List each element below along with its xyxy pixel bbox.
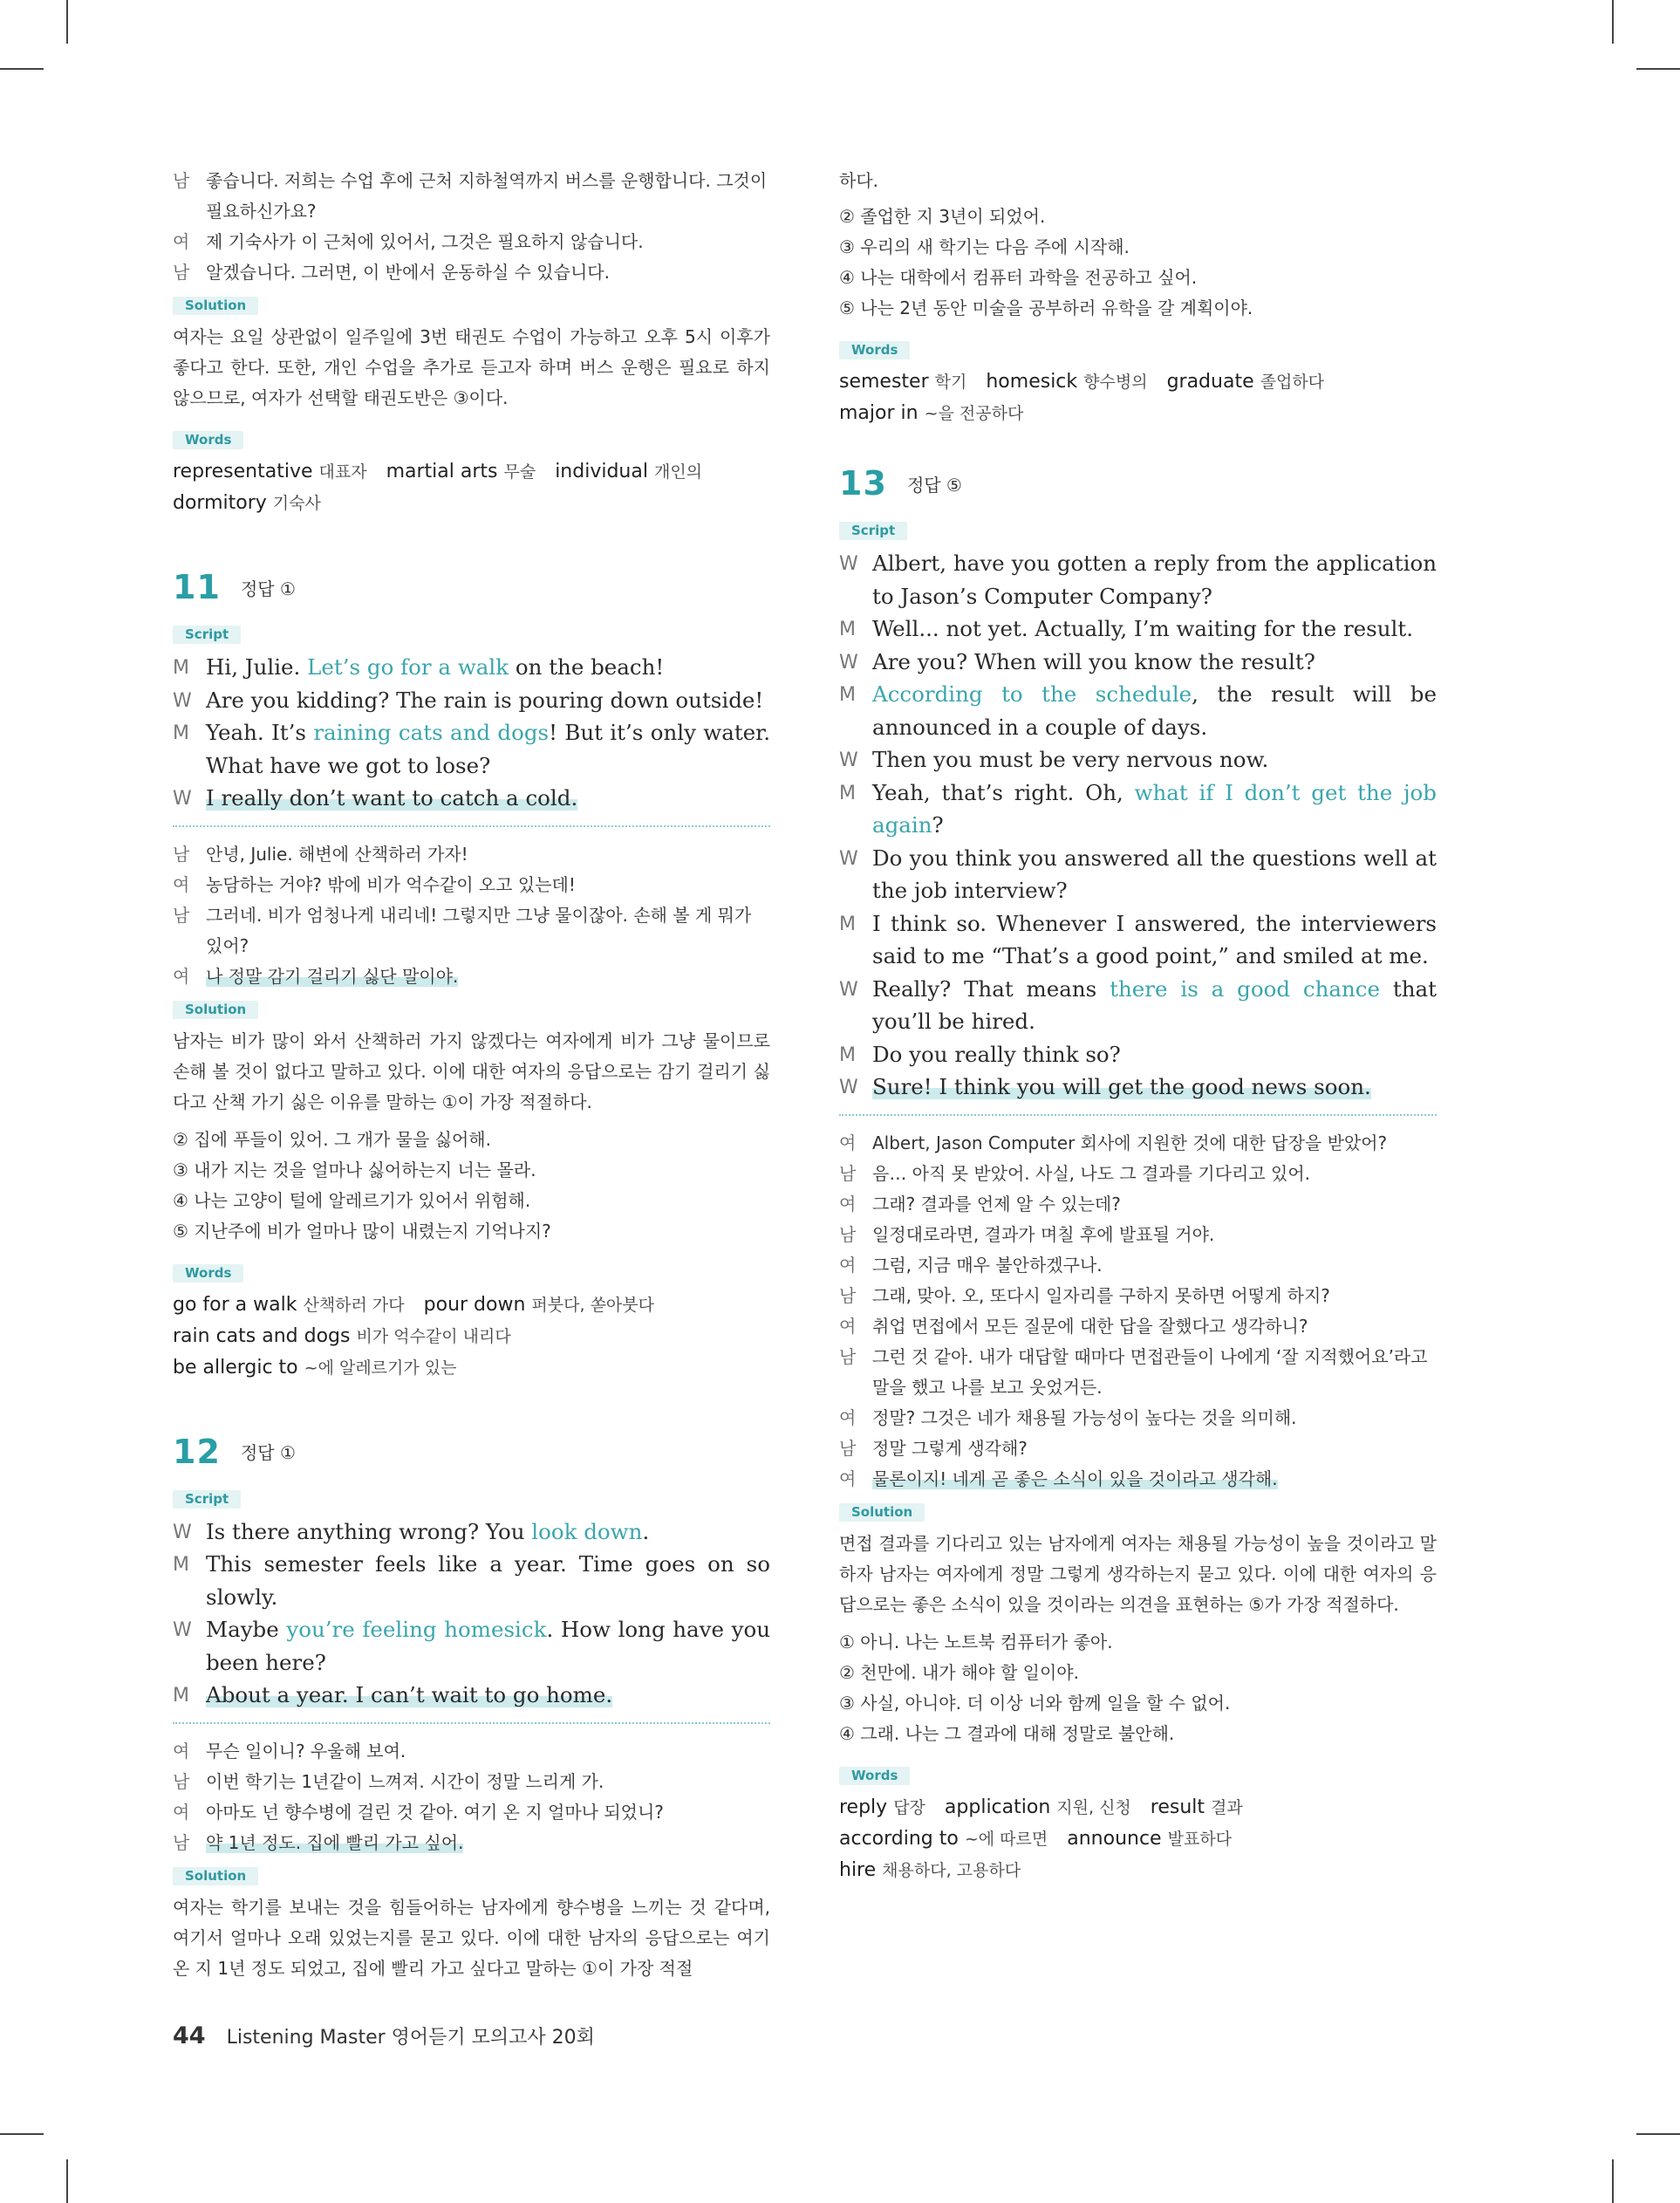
korean-line (173, 961, 770, 992)
speaker-label: 남 (173, 262, 190, 283)
script-label: Script (173, 1490, 241, 1509)
script-label: Script (173, 626, 241, 644)
speaker-label: M (173, 1685, 189, 1707)
solution-continued: 하다. (839, 170, 878, 191)
words-list (839, 1792, 1437, 1886)
korean-line (839, 1281, 1437, 1311)
book-title: Listening Master 영어듣기 모의고사 20회 (226, 2027, 595, 2049)
korean-line (839, 1128, 1437, 1159)
script-line (839, 646, 1437, 679)
korean-line (839, 1403, 1437, 1433)
option: ② 졸업한 지 3년이 되었어. (839, 206, 1046, 227)
line-text: 그러네. 비가 엄청나게 내리네! 그렇지만 그냥 물이잖아. 손해 볼 게 뭐가 있어? (206, 904, 752, 956)
script-korean (173, 839, 770, 992)
word-en: rain cats and dogs (173, 1324, 351, 1347)
line-text: 농담하는 거야? 밖에 비가 억수같이 오고 있는데! (206, 873, 576, 895)
question-header-12 (173, 1433, 770, 1476)
word-en: homesick (986, 371, 1078, 393)
words-label: Words (839, 1767, 910, 1785)
line-text: 아마도 넌 향수병에 걸린 것 같아. 여기 온 지 얼마나 되었니? (206, 1801, 664, 1823)
speaker-label: M (839, 1043, 856, 1066)
speaker-label: M (839, 913, 856, 935)
words-label: Words (173, 1264, 243, 1283)
option: ③ 사실, 아니야. 더 이상 너와 함께 일을 할 수 없어. (839, 1692, 1231, 1714)
script-english (173, 651, 770, 815)
speaker-label: 남 (173, 904, 190, 926)
script-line (839, 1071, 1437, 1104)
answer-highlight: Sure! I think you will get the good news soon. (872, 1074, 1371, 1099)
script-korean (173, 1736, 770, 1858)
word-en: dormitory (173, 492, 267, 514)
words-label: Words (839, 341, 910, 359)
answer-label: 정답 ⑤ (906, 474, 962, 496)
speaker-label: W (839, 978, 858, 1001)
korean-line (173, 1797, 770, 1828)
word-en: pour down (423, 1293, 526, 1316)
speaker-label: W (839, 1077, 858, 1098)
word-ko: 졸업하다 (1260, 373, 1325, 392)
question-header-11 (173, 568, 770, 612)
line-text: 취업 면접에서 모든 질문에 대한 답을 잘했다고 생각하니? (872, 1315, 1308, 1337)
answer-label: 정답 ① (240, 578, 296, 599)
solution-label: Solution (173, 1001, 258, 1019)
option: ② 천만에. 내가 해야 할 일이야. (839, 1661, 1079, 1683)
word-ko: 학기 (934, 373, 967, 392)
speaker-label: W (173, 1619, 192, 1641)
script-line (839, 907, 1437, 973)
word-en: martial arts (386, 461, 498, 482)
korean-line (173, 1736, 770, 1767)
speaker-label: M (839, 782, 856, 804)
line-text: 정말? 그것은 네가 채용될 가능성이 높다는 것을 의미해. (872, 1406, 1297, 1428)
script-line (173, 1679, 770, 1712)
speaker-label: W (839, 553, 858, 575)
dotted-divider (839, 1114, 1437, 1116)
word-ko: ~에 알레르기가 있는 (304, 1358, 457, 1378)
speaker-label: 여 (173, 873, 190, 895)
option: ① 아니. 나는 노트북 컴퓨터가 좋아. (839, 1631, 1113, 1652)
words-list (173, 456, 770, 519)
word-ko: 퍼붓다, 쏟아붓다 (531, 1295, 654, 1315)
speaker-label: 여 (839, 1193, 857, 1214)
korean-line (173, 227, 770, 257)
words-list (839, 366, 1437, 429)
line-text: 일정대로라면, 결과가 며칠 후에 발표될 거야. (872, 1223, 1215, 1245)
word-ko: 채용하다, 고용하다 (882, 1860, 1021, 1880)
script-line (173, 651, 770, 684)
korean-line (839, 1433, 1437, 1464)
korean-line (839, 1250, 1437, 1281)
word-ko: 기숙사 (272, 494, 321, 513)
script-line (173, 1613, 770, 1679)
line-text: 제 기숙사가 이 근처에 있어서, 그것은 필요하지 않습니다. (206, 231, 644, 252)
korean-line (173, 870, 770, 900)
plain-text: Albert, have you gotten a reply from the application to Jason’s Computer Company? (872, 551, 1437, 609)
word-en: individual (555, 461, 648, 482)
speaker-label: M (839, 619, 856, 640)
korean-line (173, 1767, 770, 1797)
option: ④ 나는 고양이 털에 알레르기가 있어서 위험해. (173, 1189, 531, 1211)
key-expression: raining cats and dogs (313, 720, 550, 745)
words-label: Words (173, 431, 243, 449)
solution-text: 남자는 비가 많이 와서 산책하러 가지 않겠다는 여자에게 비가 그냥 물이므로 손해 볼 것이 없다고 말하고 있다. 이에 대한 여자의 응답으로는 감기 걸리기 싫다고 산책 가기 싫은 이유를 말하는 ①이 가장 적절하다. (173, 1030, 770, 1112)
speaker-label: 여 (839, 1132, 857, 1153)
crop-mark (0, 2133, 44, 2135)
speaker-label: 남 (839, 1284, 857, 1306)
speaker-label: 여 (173, 965, 190, 987)
speaker-label: 남 (839, 1437, 857, 1459)
korean-line (173, 166, 770, 227)
speaker-label: M (173, 657, 189, 679)
solution-text: 여자는 학기를 보내는 것을 힘들어하는 남자에게 향수병을 느끼는 것 같다며, 여기서 얼마나 오래 있었는지를 묻고 있다. 이에 대한 남자의 응답으로는 여기 온 지 1년 정도 되었고, 집에 빨리 가고 싶다고 말하는 ①이 가장 적절 (173, 1896, 770, 1979)
script-line (173, 782, 770, 815)
solution-text: 면접 결과를 기다리고 있는 남자에게 여자는 채용될 가능성이 높을 것이라고 말하자 남자는 여자에게 정말 그렇게 생각하는지 묻고 있다. 이에 대한 여자의 응답으로는 좋은 소식이 있을 것이라는 의견을 표현하는 ⑤가 가장 적절하다. (839, 1532, 1437, 1615)
key-expression: what if I don’t get the job again (872, 779, 1437, 838)
speaker-label: W (839, 651, 858, 674)
speaker-label: M (173, 722, 189, 744)
answer-highlight: 나 정말 감기 걸리기 싫단 말이야. (206, 965, 459, 987)
plain-text: Are you? When will you know the result? (872, 648, 1315, 674)
line-text: 이번 학기는 1년같이 느껴져. 시간이 정말 느리게 가. (206, 1770, 604, 1792)
korean-line (839, 1342, 1437, 1403)
line-text: 좋습니다. 저희는 수업 후에 근처 지하철역까지 버스를 운행합니다. 그것이 필요하신가요? (206, 170, 768, 222)
option: ③ 우리의 새 학기는 다음 주에 시작해. (839, 236, 1130, 257)
plain-text: that you’ll be hired. (872, 975, 1437, 1034)
crop-mark (1636, 68, 1680, 70)
dotted-divider (173, 1722, 770, 1724)
answer-highlight: 약 1년 정도. 집에 빨리 가고 싶어. (206, 1831, 464, 1853)
korean-line (173, 257, 770, 288)
speaker-label: W (173, 1521, 192, 1543)
plain-text: . (642, 1518, 650, 1544)
plain-text: on the beach! (509, 654, 665, 680)
plain-text: Are you kidding? The rain is pouring down outside! (206, 687, 764, 713)
crop-mark (66, 2159, 68, 2203)
solution-label: Solution (173, 297, 258, 315)
word-ko: 결과 (1211, 1797, 1243, 1817)
plain-text: Do you really think so? (872, 1041, 1121, 1067)
script-line (173, 684, 770, 717)
question-number: 11 (173, 568, 221, 606)
answer-highlight: About a year. I can’t wait to go home. (206, 1682, 613, 1707)
plain-text: . How long have you been here? (206, 1617, 770, 1675)
word-en: representative (173, 461, 313, 482)
option: ④ 그래. 나는 그 결과에 대해 정말로 불안해. (839, 1722, 1175, 1744)
crop-mark (0, 68, 44, 70)
word-ko: 무술 (503, 462, 536, 482)
word-en: graduate (1166, 371, 1254, 393)
option: ② 집에 푸들이 있어. 그 개가 물을 싫어해. (173, 1128, 491, 1150)
script-line (173, 1548, 770, 1613)
question-number: 13 (839, 464, 887, 503)
plain-text: ! But it’s only water. What have we got to lose? (206, 720, 770, 778)
answer-highlight: I really don’t want to catch a cold. (206, 785, 578, 811)
line-text: 그런 것 같아. 내가 대답할 때마다 면접관들이 나에게 ‘잘 지적했어요’라고 말을 했고 나를 보고 웃었거든. (872, 1345, 1428, 1398)
speaker-label: 남 (839, 1223, 857, 1245)
line-text: 음… 아직 못 받았어. 사실, 나도 그 결과를 기다리고 있어. (872, 1162, 1311, 1184)
script-english (839, 547, 1437, 1104)
crop-mark (66, 0, 68, 44)
speaker-label: 남 (839, 1162, 857, 1184)
word-ko: ~에 따르면 (964, 1829, 1048, 1849)
speaker-label: W (173, 689, 192, 712)
speaker-label: 여 (173, 1801, 190, 1823)
korean-line (173, 900, 770, 961)
speaker-label: 남 (173, 1831, 190, 1853)
script-line (839, 777, 1437, 842)
plain-text: Well... not yet. Actually, I’m waiting for the result. (872, 616, 1414, 641)
speaker-label: 남 (839, 1345, 857, 1367)
script-line (839, 678, 1437, 743)
line-text: 정말 그렇게 생각해? (872, 1437, 1028, 1459)
line-text: 알겠습니다. 그러면, 이 반에서 운동하실 수 있습니다. (206, 262, 610, 283)
page-footer (173, 2022, 595, 2049)
speaker-label: 여 (173, 231, 190, 252)
speaker-label: W (839, 749, 858, 771)
plain-text: Yeah. It’s (206, 720, 314, 745)
script-korean (839, 1128, 1437, 1495)
option: ⑤ 지난주에 비가 얼마나 많이 내렸는지 기억나지? (173, 1220, 551, 1242)
plain-text: Is there anything wrong? You (206, 1518, 532, 1544)
word-ko: 개인의 (653, 462, 703, 482)
solution-label: Solution (173, 1867, 258, 1885)
script-line (839, 743, 1437, 777)
line-text: 그래? 결과를 언제 알 수 있는데? (872, 1193, 1121, 1214)
plain-text: ? (932, 812, 944, 838)
plain-text: Really? That means (872, 975, 1110, 1002)
korean-line (839, 1464, 1437, 1495)
word-en: announce (1067, 1827, 1162, 1850)
korean-line (173, 839, 770, 870)
solution-label: Solution (839, 1503, 925, 1522)
script-line (839, 612, 1437, 646)
plain-text: Do you think you answered all the questions well at the job interview? (872, 845, 1437, 903)
key-expression: you’re feeling homesick (286, 1617, 547, 1642)
line-text: 그럼, 지금 매우 불안하겠구나. (872, 1254, 1103, 1276)
key-expression: Let’s go for a walk (307, 654, 509, 680)
crop-mark (1636, 2133, 1680, 2135)
speaker-label: W (173, 788, 192, 810)
word-ko: 비가 억수같이 내리다 (356, 1326, 511, 1346)
plain-text: Then you must be very nervous now. (872, 747, 1269, 772)
question-number: 12 (173, 1432, 221, 1471)
dotted-divider (173, 825, 770, 827)
word-ko: 산책하러 가다 (303, 1295, 405, 1315)
plain-text: Maybe (206, 1617, 287, 1642)
script-english (173, 1515, 770, 1712)
solution-text: 여자는 요일 상관없이 일주일에 3번 태권도 수업이 가능하고 오후 5시 이후가 좋다고 한다. 또한, 개인 수업을 추가로 듣고자 하며 버스 운행은 필요로 하지 않으므로, 여자가 선택할 태권도반은 ③이다. (173, 326, 770, 408)
key-expression: According to the schedule (872, 681, 1192, 707)
right-column (839, 166, 1437, 1886)
word-en: result (1150, 1796, 1205, 1818)
speaker-label: M (839, 684, 856, 706)
word-en: go for a walk (173, 1293, 297, 1316)
line-text: 그래, 맞아. 오, 또다시 일자리를 구하지 못하면 어떻게 하지? (872, 1284, 1330, 1306)
script-line (173, 1515, 770, 1549)
line-text: 안녕, Julie. 해변에 산책하러 가자! (206, 843, 468, 865)
word-en: semester (839, 371, 929, 393)
word-en: be allergic to (173, 1356, 298, 1379)
option: ④ 나는 대학에서 컴퓨터 과학을 전공하고 싶어. (839, 267, 1198, 288)
option: ③ 내가 지는 것을 얼마나 싫어하는지 너는 몰라. (173, 1159, 536, 1180)
key-expression: there is a good chance (1110, 975, 1381, 1002)
speaker-label: 여 (839, 1406, 857, 1428)
plain-text: This semester feels like a year. Time goes on so slowly. (206, 1551, 770, 1610)
line-text: Albert, Jason Computer 회사에 지원한 것에 대한 답장을 받았어? (872, 1132, 1388, 1153)
option: ⑤ 나는 2년 동안 미술을 공부하러 유학을 갈 계획이야. (839, 298, 1253, 318)
answer-label: 정답 ① (240, 1442, 296, 1463)
crop-mark (1612, 2159, 1614, 2203)
speaker-label: W (839, 847, 858, 870)
crop-mark (1612, 0, 1614, 44)
word-en: major in (839, 402, 919, 424)
word-en: application (944, 1796, 1051, 1818)
script-line (173, 716, 770, 782)
korean-line (173, 1828, 770, 1858)
script-label: Script (839, 522, 907, 540)
word-ko: 발표하다 (1167, 1829, 1233, 1849)
plain-text: , the result will be announced in a couple of days. (872, 681, 1437, 740)
speaker-label: 여 (173, 1740, 190, 1762)
korean-line (839, 1311, 1437, 1342)
dialog-korean-top (173, 166, 770, 288)
word-en: reply (839, 1796, 888, 1818)
korean-line (839, 1189, 1437, 1220)
word-en: according to (839, 1827, 959, 1850)
word-ko: 향수병의 (1083, 373, 1148, 392)
plain-text: Hi, Julie. (206, 654, 308, 680)
speaker-label: 남 (173, 1770, 190, 1792)
page-number: 44 (173, 2022, 206, 2049)
script-line (839, 842, 1437, 907)
korean-line (839, 1220, 1437, 1250)
word-ko: 대표자 (318, 462, 367, 482)
korean-line (839, 1159, 1437, 1189)
script-line (839, 973, 1437, 1038)
word-ko: 답장 (893, 1797, 925, 1817)
left-column (173, 166, 770, 1984)
words-list (173, 1290, 770, 1384)
word-ko: 지원, 신청 (1056, 1797, 1131, 1817)
word-en: hire (839, 1858, 877, 1881)
speaker-label: 여 (839, 1254, 857, 1276)
answer-highlight: 물론이지! 네게 곧 좋은 소식이 있을 것이라고 생각해. (872, 1468, 1278, 1489)
word-ko: ~을 전공하다 (924, 404, 1024, 423)
key-expression: look down (531, 1518, 643, 1544)
script-line (839, 1038, 1437, 1071)
plain-text: Yeah, that’s right. Oh, (872, 779, 1135, 805)
script-line (839, 547, 1437, 612)
speaker-label: 남 (173, 843, 190, 865)
line-text: 무슨 일이니? 우울해 보여. (206, 1740, 406, 1762)
speaker-label: 남 (173, 170, 190, 191)
speaker-label: 여 (839, 1468, 857, 1489)
speaker-label: 여 (839, 1315, 857, 1337)
question-header-13 (839, 464, 1437, 508)
plain-text: I think so. Whenever I answered, the interviewers said to me “That’s a good point,” and smiled at me. (872, 910, 1437, 968)
speaker-label: M (173, 1554, 189, 1576)
